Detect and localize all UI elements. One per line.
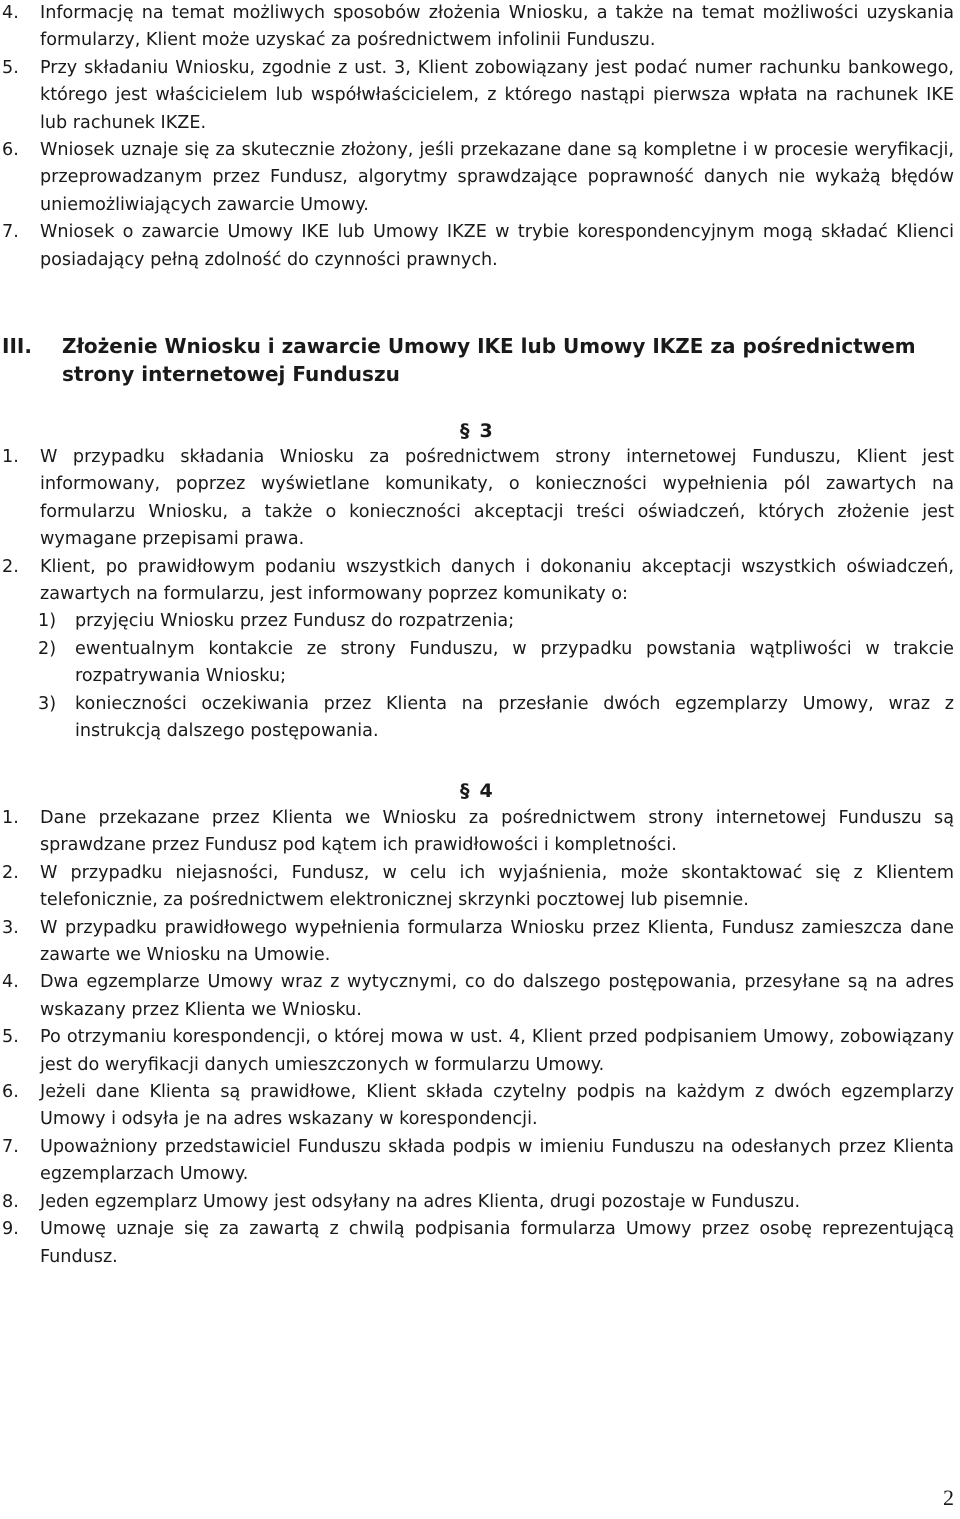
list-item bbox=[0, 444, 960, 554]
chapter-heading bbox=[0, 332, 960, 388]
sub-item-number: 3) bbox=[38, 693, 57, 714]
item-text: Dane przekazane przez Klienta we Wniosku za pośrednictwem strony internetowej Funduszu są sprawdzane przez Fundusz pod kątem ich prawidłowości i kompletności. bbox=[40, 808, 954, 856]
list-item bbox=[0, 1024, 960, 1079]
item-number: 5. bbox=[2, 1027, 19, 1048]
chapter-number: III. bbox=[2, 334, 32, 358]
chapter-title: Złożenie Wniosku i zawarcie Umowy IKE lub Umowy IKZE za pośrednictwem strony internetowej Funduszu bbox=[62, 334, 916, 386]
list-item bbox=[0, 137, 960, 219]
item-number: 6. bbox=[2, 1082, 19, 1103]
item-text: Umowę uznaje się za zawartą z chwilą podpisania formularza Umowy przez osobę reprezentującą Fundusz. bbox=[40, 1219, 954, 1267]
list-item bbox=[0, 55, 960, 137]
item-number: 7. bbox=[2, 1136, 19, 1157]
list-item bbox=[0, 1134, 960, 1189]
item-text: Informację na temat możliwych sposobów złożenia Wniosku, a także na temat możliwości uzyskania formularzy, Klient może uzyskać za pośrednictwem infolinii Funduszu. bbox=[40, 3, 954, 51]
list-item bbox=[0, 1216, 960, 1271]
section-4-list bbox=[0, 805, 960, 1271]
item-text: Przy składaniu Wniosku, zgodnie z ust. 3, Klient zobowiązany jest podać numer rachunku bankowego, którego jest właścicielem lub współwłaścicielem, z którego nastąpi pierwsza wpłata na rachunek IKE lub rachunek IKZE. bbox=[40, 57, 954, 133]
item-number: 8. bbox=[2, 1191, 19, 1212]
sub-item-text: przyjęciu Wniosku przez Fundusz do rozpatrzenia; bbox=[75, 611, 515, 632]
item-number: 3. bbox=[2, 917, 19, 938]
sub-item-text: konieczności oczekiwania przez Klienta na przesłanie dwóch egzemplarzy Umowy, wraz z instrukcją dalszego postępowania. bbox=[75, 693, 954, 742]
list-item bbox=[0, 805, 960, 860]
item-number: 5. bbox=[2, 57, 19, 78]
item-text: W przypadku składania Wniosku za pośrednictwem strony internetowej Funduszu, Klient jest informowany, poprzez wyświetlane komunikaty, o konieczności wypełnienia pól zawartych na formularzu Wniosku, a także o konieczności akceptacji treści oświadczeń, których złożenie jest wymagane przepisami prawa. bbox=[40, 447, 954, 550]
section-4-mark bbox=[460, 778, 493, 804]
item-number: 7. bbox=[2, 222, 19, 243]
list-item bbox=[0, 860, 960, 915]
list-item bbox=[0, 554, 960, 609]
list-item bbox=[0, 915, 960, 970]
item-text: W przypadku prawidłowego wypełnienia formularza Wniosku przez Klienta, Fundusz zamieszcza dane zawarte we Wniosku na Umowie. bbox=[40, 917, 954, 966]
item-number: 4. bbox=[2, 972, 19, 993]
item-text: W przypadku niejasności, Fundusz, w celu ich wyjaśnienia, może skontaktować się z Klientem telefonicznie, za pośrednictwem elektronicznej skrzynki pocztowej lub pisemnie. bbox=[40, 862, 954, 911]
item-text: Wniosek o zawarcie Umowy IKE lub Umowy IKZE w trybie korespondencyjnym mogą składać Klienci posiadający pełną zdolność do czynności prawnych. bbox=[40, 222, 954, 270]
section-sign: § bbox=[460, 780, 470, 802]
section-number: 4 bbox=[479, 780, 493, 802]
item-text: Po otrzymaniu korespondencji, o której mowa w ust. 4, Klient przed podpisaniem Umowy, zobowiązany jest do weryfikacji danych umieszczonych w formularzu Umowy. bbox=[40, 1027, 954, 1075]
item-number: 2. bbox=[2, 556, 19, 577]
top-list bbox=[0, 0, 960, 274]
sub-list-item bbox=[0, 636, 960, 691]
item-text: Klient, po prawidłowym podaniu wszystkich danych i dokonaniu akceptacji wszystkich oświadczeń, zawartych na formularzu, jest informowany poprzez komunikaty o: bbox=[40, 556, 954, 605]
sub-item-text: ewentualnym kontakcie ze strony Funduszu, w przypadku powstania wątpliwości w trakcie rozpatrywania Wniosku; bbox=[75, 638, 954, 687]
item-text: Wniosek uznaje się za skutecznie złożony, jeśli przekazane dane są kompletne i w procesie weryfikacji, przeprowadzanym przez Fundusz, algorytmy sprawdzające poprawność danych nie wykażą błędów uniemożliwiających zawarcie Umowy. bbox=[40, 140, 954, 215]
item-text: Upoważniony przedstawiciel Funduszu składa podpis w imieniu Funduszu na odesłanych przez Klienta egzemplarzach Umowy. bbox=[40, 1136, 954, 1185]
section-3-mark bbox=[460, 418, 493, 444]
section-number: 3 bbox=[479, 420, 493, 442]
item-text: Jeden egzemplarz Umowy jest odsyłany na adres Klienta, drugi pozostaje w Funduszu. bbox=[40, 1191, 801, 1212]
list-item bbox=[0, 1189, 960, 1216]
list-item bbox=[0, 0, 960, 55]
sub-list-item bbox=[0, 608, 960, 635]
item-number: 4. bbox=[2, 3, 19, 23]
item-number: 9. bbox=[2, 1219, 19, 1240]
list-item bbox=[0, 969, 960, 1024]
item-number: 6. bbox=[2, 140, 19, 161]
list-item bbox=[0, 219, 960, 274]
section-sign: § bbox=[460, 420, 470, 442]
list-item bbox=[0, 1079, 960, 1134]
page-number: 2 bbox=[943, 1485, 954, 1510]
item-text: Dwa egzemplarze Umowy wraz z wytycznymi, co do dalszego postępowania, przesyłane są na adres wskazany przez Klienta we Wniosku. bbox=[40, 972, 954, 1020]
sub-item-number: 1) bbox=[38, 611, 57, 632]
item-number: 1. bbox=[2, 447, 19, 467]
sub-list-item bbox=[0, 691, 960, 746]
section-3-list bbox=[0, 444, 960, 745]
item-number: 2. bbox=[2, 862, 19, 883]
item-number: 1. bbox=[2, 808, 19, 828]
item-text: Jeżeli dane Klienta są prawidłowe, Klient składa czytelny podpis na każdym z dwóch egzemplarzy Umowy i odsyła je na adres wskazany w korespondencji. bbox=[40, 1082, 954, 1130]
sub-item-number: 2) bbox=[38, 638, 57, 659]
